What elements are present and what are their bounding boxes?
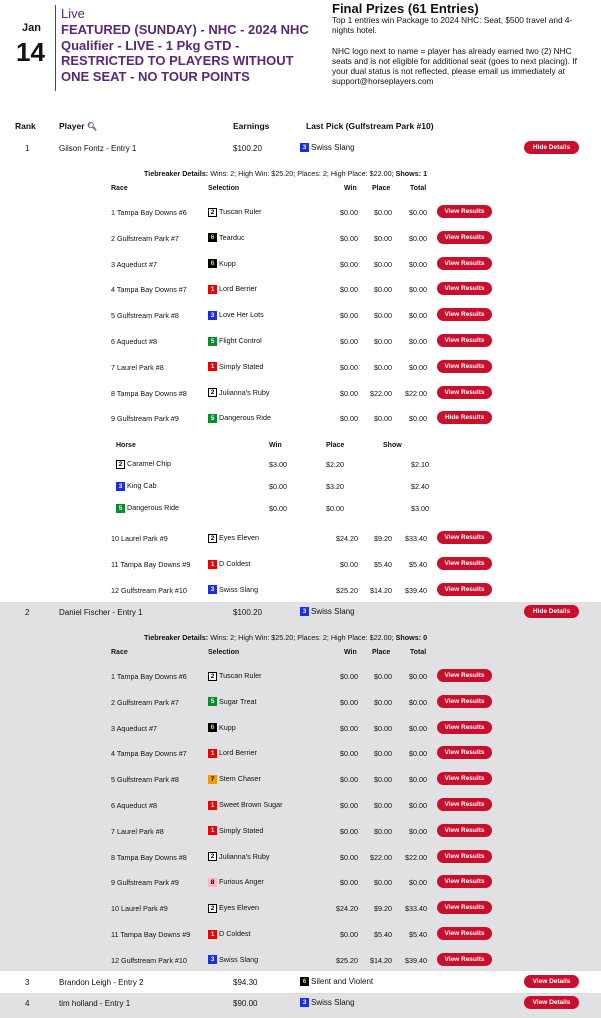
total-column-header: Total [410,649,427,656]
hide-results-button[interactable]: Hide Results [437,411,492,424]
entry-earnings: $90.00 [233,999,258,1008]
race-name: 5 Gulfstream Park #8 [111,311,179,321]
result-horse-name: Caramel Chip [127,459,171,469]
view-results-button[interactable]: View Results [437,334,492,347]
race-selection [208,533,259,543]
rank-column-header: Rank [15,121,36,131]
race-place: $0.00 [374,672,392,681]
view-results-button[interactable]: View Results [437,772,492,785]
race-total: $22.00 [405,852,427,862]
post-position-badge: 2 [208,852,217,861]
race-place: $0.00 [374,414,392,424]
race-name: 12 Gulfstream Park #10 [111,955,187,965]
entry-2-highlight [0,602,601,970]
race-place: $14.20 [370,585,392,595]
race-name: 10 Laurel Park #9 [111,534,168,544]
last-pick-horse: Swiss Slang [311,143,355,152]
entry-rank: 4 [25,999,30,1008]
race-total: $0.00 [409,337,427,346]
event-day: 14 [16,37,45,67]
race-win: $0.00 [340,311,358,321]
race-place: $0.00 [374,311,392,321]
hide-details-button[interactable]: Hide Details [524,141,579,154]
place-column-header: Place [372,649,391,656]
result-horse-name: Dangerous Ride [127,503,179,513]
post-position-badge: 1 [208,801,217,810]
race-name: 4 Tampa Bay Downs #7 [111,749,187,759]
race-column-header: Race [111,649,128,656]
selection-horse: Eyes Eleven [219,533,259,543]
post-position-badge: 8 [208,878,217,887]
race-win: $0.00 [340,930,358,939]
post-position-badge: 2 [208,388,217,397]
race-win: $24.20 [336,534,358,544]
race-win: $0.00 [340,414,358,424]
race-win: $0.00 [340,259,358,269]
entry-last-pick [300,607,355,616]
entry-player-name[interactable]: Gilson Fontz - Entry 1 [59,144,137,153]
race-name: 6 Aqueduct #8 [111,337,157,346]
entry-earnings: $100.20 [233,608,262,617]
view-results-button[interactable]: View Results [437,360,492,373]
race-place: $5.40 [374,930,392,939]
race-name: 1 Tampa Bay Downs #6 [111,208,187,217]
view-results-button[interactable]: View Results [437,875,492,888]
selection-horse: Dangerous Ride [219,413,271,423]
post-position-badge: 6 [208,723,217,732]
result-place: $3.20 [326,482,344,492]
post-position-badge: 1 [208,826,217,835]
entry-rank: 2 [25,608,30,617]
race-total: $0.00 [409,672,427,681]
race-name: 7 Laurel Park #8 [111,362,164,372]
view-results-button[interactable]: View Results [437,531,492,544]
race-place: $0.00 [374,337,392,346]
post-position-badge: 5 [208,414,217,423]
race-selection [208,903,259,913]
race-selection [208,413,271,423]
race-place: $14.20 [370,955,392,965]
post-position-badge: 6 [300,977,309,986]
race-selection [208,697,257,707]
tiebreaker-label: Tiebreaker Details: [144,169,209,178]
race-place: $0.00 [374,208,392,217]
post-position-badge: 5 [208,697,217,706]
view-results-button[interactable]: View Results [437,824,492,837]
post-position-badge: 2 [208,208,217,217]
event-header [0,0,601,100]
post-position-badge: 1 [208,285,217,294]
result-horse-name: King Cab [127,481,157,491]
race-place: $0.00 [374,826,392,836]
selection-horse: Flight Control [219,336,262,345]
race-total: $5.40 [409,930,427,939]
horse-column-header: Horse [116,442,136,450]
prizes-title: Final Prizes (61 Entries) [332,1,479,16]
hide-details-button[interactable]: Hide Details [524,605,579,618]
result-win: $0.00 [269,504,287,514]
race-name: 6 Aqueduct #8 [111,801,157,810]
race-name: 10 Laurel Park #9 [111,904,168,914]
race-selection [208,284,257,294]
selection-horse: Sweet Brown Sugar [219,800,283,809]
post-position-badge: 2 [116,460,125,469]
win-column-header: Win [344,185,357,192]
view-results-button[interactable]: View Results [437,669,492,682]
result-win: $0.00 [269,482,287,492]
race-win: $0.00 [340,723,358,733]
post-position-badge: 1 [208,749,217,758]
race-win: $0.00 [340,697,358,707]
prizes-line-1: Top 1 entries win Package to 2024 NHC: Seat, $500 travel and 4-nights hotel. [332,15,573,36]
selection-horse: Julianna's Ruby [219,387,270,397]
tiebreaker-shows: Shows: 0 [395,633,428,642]
race-selection [208,259,236,269]
view-results-button[interactable]: View Results [437,798,492,811]
view-results-button[interactable]: View Results [437,746,492,759]
race-selection [208,800,283,810]
event-title: FEATURED (SUNDAY) - NHC - 2024 NHC Qualifier - LIVE - 1 Pkg GTD - RESTRICTED TO PLAYERS WITHOUT ONE SEAT - NO TOUR POINTS [61,22,309,84]
selection-horse: Swiss Slang [219,954,259,964]
race-win: $0.00 [340,672,358,681]
selection-horse: Tearduc [219,232,245,242]
post-position-badge: 1 [208,362,217,371]
view-results-button[interactable]: View Results [437,386,492,399]
selection-horse: Lord Berrier [219,284,257,294]
selection-horse: Simply Stated [219,825,264,835]
last-pick-horse: Silent and Violent [311,977,374,986]
race-name: 9 Gulfstream Park #9 [111,878,179,888]
post-position-badge: 1 [208,930,217,939]
race-place: $0.00 [374,723,392,733]
race-win: $0.00 [340,285,358,295]
race-selection [208,336,262,346]
selection-horse: Kupp [219,258,236,268]
earnings-column-header: Earnings [233,121,270,131]
entry-last-pick [300,143,355,152]
result-show: $2.10 [411,460,429,470]
view-results-button[interactable]: View Results [437,231,492,244]
race-place: $0.00 [374,259,392,269]
view-results-button[interactable]: View Results [437,721,492,734]
race-place: $9.20 [374,534,392,544]
selection-horse: D Coldest [219,559,251,568]
race-total: $39.40 [405,955,427,965]
post-position-badge: 7 [208,775,217,784]
race-selection [208,877,264,887]
race-total: $0.00 [409,878,427,888]
post-position-badge: 1 [208,560,217,569]
result-horse [116,459,171,469]
race-selection [208,955,258,965]
selection-horse: D Coldest [219,929,251,938]
race-name: 5 Gulfstream Park #8 [111,775,179,785]
selection-horse: Julianna's Ruby [219,851,270,861]
entry-player-name[interactable]: tim holland - Entry 1 [59,999,131,1008]
view-results-button[interactable]: View Results [437,282,492,295]
race-win: $0.00 [340,560,358,569]
last-pick-horse: Swiss Slang [311,998,355,1007]
view-details-button[interactable]: View Details [524,996,579,1009]
race-win: $0.00 [340,233,358,243]
race-total: $0.00 [409,801,427,810]
last-pick-horse: Swiss Slang [311,607,355,616]
entry-rank: 1 [25,144,30,153]
player-column-header [59,121,97,131]
post-position-badge: 3 [208,955,217,964]
race-place: $0.00 [374,749,392,759]
view-results-button[interactable]: View Results [437,901,492,914]
race-name: 7 Laurel Park #8 [111,826,164,836]
post-position-badge: 3 [208,311,217,320]
win-column-header: Win [344,649,357,656]
race-win: $0.00 [340,878,358,888]
player-column-label: Player [59,121,85,131]
post-position-badge: 5 [116,504,125,513]
post-position-badge: 3 [300,143,309,152]
selection-horse: Swiss Slang [219,584,259,594]
race-win: $0.00 [340,388,358,398]
race-total: $0.00 [409,414,427,424]
view-details-button[interactable]: View Details [524,975,579,988]
result-horse [116,503,179,513]
tiebreaker-values: Wins: 2; High Win: $25.20; Places: 2; High Place: $22.00; [210,633,396,642]
post-position-badge: 3 [208,585,217,594]
race-selection [208,826,263,836]
selection-horse: Stem Chaser [219,774,261,784]
race-total: $0.00 [409,749,427,759]
entry-player-name[interactable]: Brandon Leigh - Entry 2 [59,978,144,987]
race-place: $0.00 [374,233,392,243]
result-place: $0.00 [326,504,344,514]
race-place: $0.00 [374,362,392,372]
event-date-box [0,5,56,91]
race-total: $0.00 [409,775,427,785]
race-name: 3 Aqueduct #7 [111,723,157,733]
selection-horse: Lord Berrier [219,748,257,758]
race-win: $0.00 [340,826,358,836]
race-selection [208,388,270,398]
race-win: $0.00 [340,852,358,862]
result-win-column-header: Win [269,442,282,450]
selection-horse: Tuscan Ruler [219,207,262,216]
result-horse [116,481,157,491]
entry-last-pick [300,977,373,986]
race-name: 2 Gulfstream Park #7 [111,697,179,707]
result-show-column-header: Show [383,442,402,450]
result-place: $2.20 [326,460,344,470]
selection-column-header: Selection [208,649,240,656]
view-results-button[interactable]: View Results [437,583,492,596]
entry-player-name[interactable]: Daniel Fischer - Entry 1 [59,608,143,617]
race-selection [208,559,251,569]
race-place: $22.00 [370,388,392,398]
race-place: $9.20 [374,904,392,914]
event-month: Jan [22,22,41,34]
entry-divider [0,993,601,994]
tiebreaker-values: Wins: 2; High Win: $25.20; Places: 2; High Place: $22.00; [210,169,396,178]
race-win: $0.00 [340,775,358,785]
race-total: $0.00 [409,311,427,321]
view-results-button[interactable]: View Results [437,308,492,321]
prizes-description [332,15,584,97]
race-total: $0.00 [409,362,427,372]
view-results-button[interactable]: View Results [437,257,492,270]
result-show: $2.40 [411,482,429,492]
race-total: $39.40 [405,585,427,595]
race-name: 8 Tampa Bay Downs #8 [111,852,187,862]
race-total: $0.00 [409,826,427,836]
tiebreaker-details [144,633,427,642]
selection-horse: Love Her Lots [219,310,264,320]
race-total: $5.40 [409,560,427,569]
race-selection [208,748,257,758]
race-name: 2 Gulfstream Park #7 [111,233,179,243]
view-results-button[interactable]: View Results [437,557,492,570]
race-win: $0.00 [340,801,358,810]
view-results-button[interactable]: View Results [437,205,492,218]
total-column-header: Total [410,185,427,192]
race-selection [208,207,261,217]
selection-column-header: Selection [208,185,240,192]
entry-divider [0,970,601,971]
result-place-column-header: Place [326,442,345,450]
race-selection [208,723,236,733]
race-win: $25.20 [336,585,358,595]
race-selection [208,671,261,681]
race-name: 12 Gulfstream Park #10 [111,585,187,595]
entry-last-pick [300,998,355,1007]
view-results-button[interactable]: View Results [437,850,492,863]
selection-horse: Sugar Treat [219,696,257,706]
selection-horse: Simply Stated [219,361,264,371]
race-total: $0.00 [409,697,427,707]
selection-horse: Eyes Eleven [219,903,259,913]
tiebreaker-details [144,169,427,178]
tiebreaker-label: Tiebreaker Details: [144,633,209,642]
race-place: $0.00 [374,285,392,295]
post-position-badge: 2 [208,534,217,543]
race-place: $0.00 [374,697,392,707]
post-position-badge: 5 [208,337,217,346]
tiebreaker-shows: Shows: 1 [395,169,428,178]
race-name: 11 Tampa Bay Downs #9 [111,930,191,939]
selection-horse: Tuscan Ruler [219,671,262,680]
race-total: $33.40 [405,534,427,544]
race-total: $0.00 [409,285,427,295]
race-place: $22.00 [370,852,392,862]
entry-rank: 3 [25,978,30,987]
race-name: 1 Tampa Bay Downs #6 [111,672,187,681]
race-total: $0.00 [409,259,427,269]
race-name: 8 Tampa Bay Downs #8 [111,388,187,398]
race-total: $22.00 [405,388,427,398]
race-selection [208,774,261,784]
post-position-badge: 2 [208,672,217,681]
race-selection [208,362,263,372]
race-place: $0.00 [374,801,392,810]
view-results-button[interactable]: View Results [437,927,492,940]
race-total: $0.00 [409,723,427,733]
race-name: 3 Aqueduct #7 [111,259,157,269]
race-total: $0.00 [409,208,427,217]
selection-horse: Kupp [219,722,236,732]
race-win: $24.20 [336,904,358,914]
post-position-badge: 6 [208,259,217,268]
post-position-badge: 2 [208,904,217,913]
race-name: 4 Tampa Bay Downs #7 [111,285,187,295]
race-win: $0.00 [340,362,358,372]
search-icon[interactable]: 🔍︎ [86,122,98,131]
race-column-header: Race [111,185,128,192]
race-win: $0.00 [340,337,358,346]
race-selection [208,852,270,862]
result-win: $3.00 [269,460,287,470]
prizes-line-2: NHC logo next to name = player has already earned two (2) NHC seats and is not eligible for additional seat (goes to next placing). If your dual status is not reflected, please email us immediately at support@horseplayers.com [332,45,577,87]
race-total: $33.40 [405,904,427,914]
race-selection [208,585,258,595]
race-win: $25.20 [336,955,358,965]
race-win: $0.00 [340,208,358,217]
last-pick-column-header: Last Pick (Gulfstream Park #10) [306,121,434,131]
event-status: Live [61,6,85,21]
view-results-button[interactable]: View Results [437,953,492,966]
race-place: $0.00 [374,878,392,888]
entry-earnings: $94.30 [233,978,258,987]
place-column-header: Place [372,185,391,192]
race-total: $0.00 [409,233,427,243]
race-name: 9 Gulfstream Park #9 [111,414,179,424]
post-position-badge: 3 [116,482,125,491]
race-selection [208,233,245,243]
post-position-badge: 3 [300,607,309,616]
race-place: $5.40 [374,560,392,569]
race-name: 11 Tampa Bay Downs #9 [111,560,191,569]
race-place: $0.00 [374,775,392,785]
race-selection [208,310,264,320]
result-show: $3.00 [411,504,429,514]
post-position-badge: 6 [208,233,217,242]
race-win: $0.00 [340,749,358,759]
race-selection [208,929,251,939]
selection-horse: Furious Anger [219,877,264,887]
entry-earnings: $100.20 [233,144,262,153]
post-position-badge: 3 [300,998,309,1007]
view-results-button[interactable]: View Results [437,695,492,708]
